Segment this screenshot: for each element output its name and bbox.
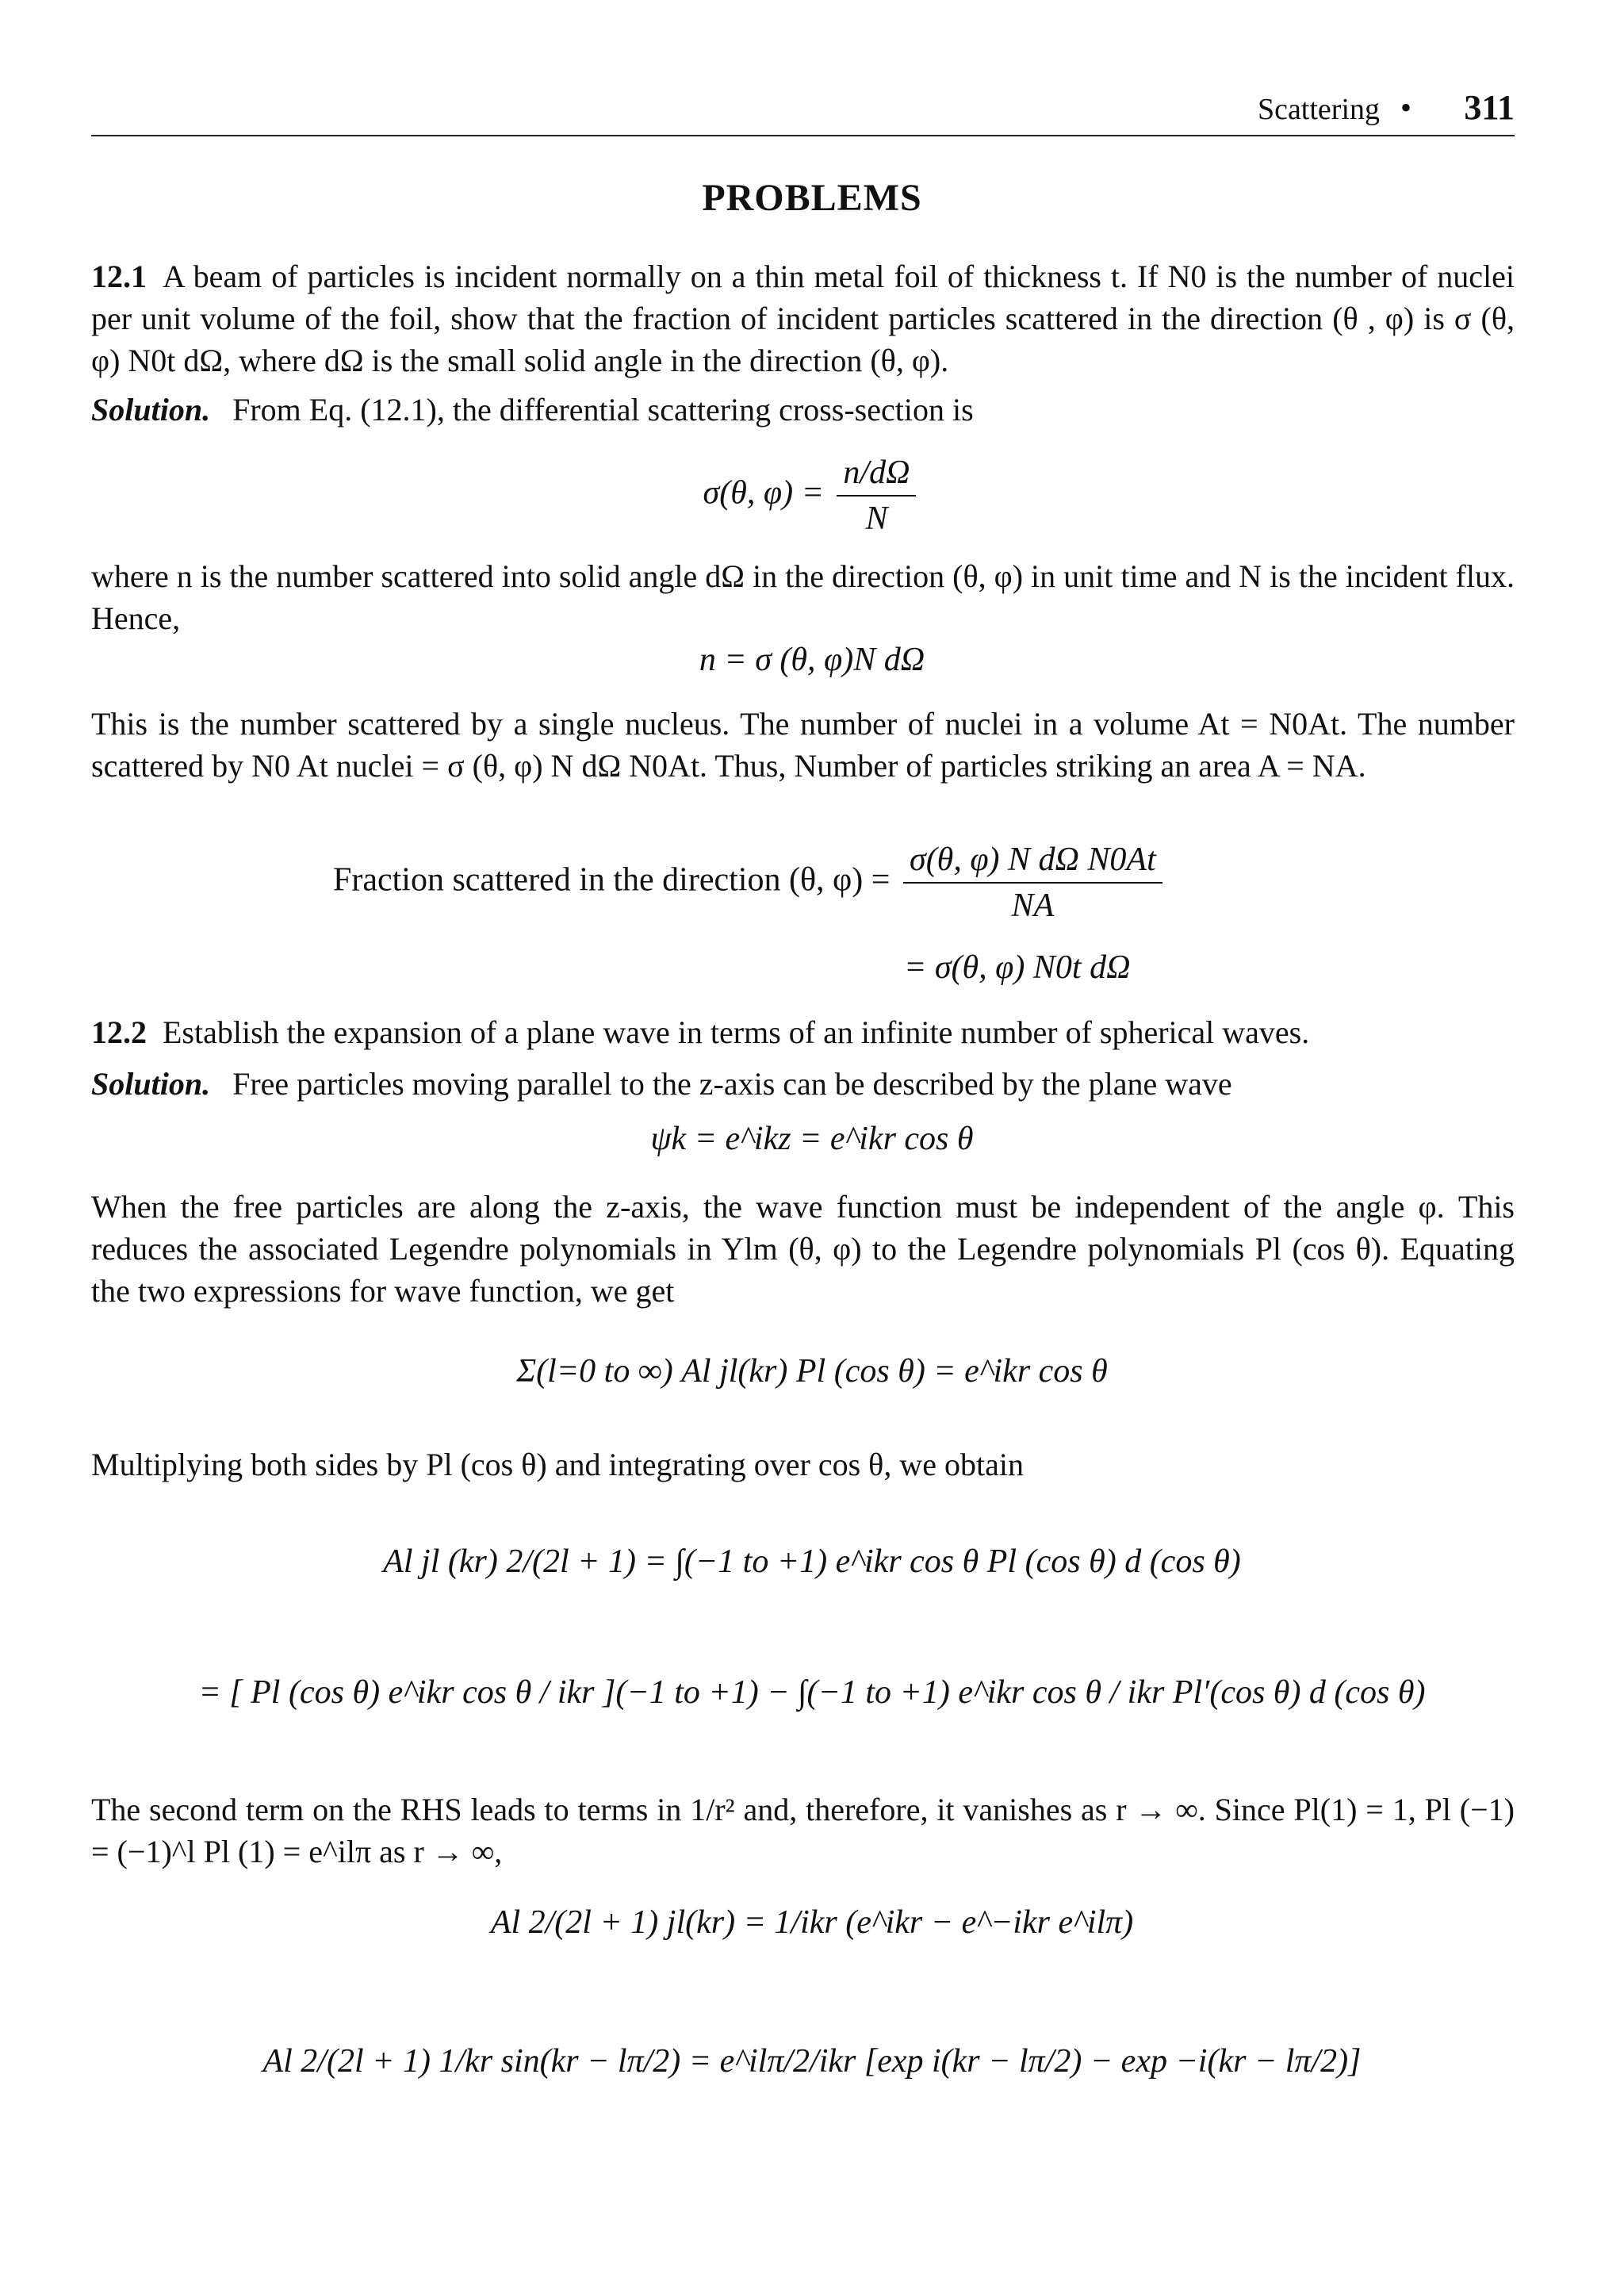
fraction	[837, 454, 916, 538]
problem-12-2	[91, 1011, 1515, 1053]
paragraph-second-term: The second term on the RHS leads to terms in 1/r² and, therefore, it vanishes as r → ∞. Since Pl(1) = 1, Pl (−1) = (−1)^l Pl (1) = e^ilπ as r → ∞,	[91, 1792, 1515, 1869]
paragraph-legendre: When the free particles are along the z-axis, the wave function must be independent of the angle φ. This reduces the associated Legendre polynomials in Ylm (θ, φ) to the Legendre polynomials Pl (cos θ). Equating the two expressions for wave function, we get	[91, 1189, 1515, 1309]
fraction-label: Fraction scattered in the direction (θ, φ) =	[333, 861, 891, 899]
paragraph-nuclei: This is the number scattered by a single nucleus. The number of nuclei in a volume At = N0At. The number scattered by N0 At nuclei = σ (θ, φ) N dΩ N0At. Thus, Number of particles striking an area A = NA.	[91, 706, 1515, 784]
equation-result: = σ(θ, φ) N0t dΩ	[904, 949, 1131, 986]
equation-integration-by-parts: = [ Pl (cos θ) e^ikr cos θ / ikr ](−1 to +1) − ∫(−1 to +1) e^ikr cos θ / ikr Pl′(cos θ) d (cos θ)	[198, 1674, 1426, 1711]
fraction-numerator: n/dΩ	[837, 454, 916, 496]
solution-text: From Eq. (12.1), the differential scattering cross-section is	[232, 392, 974, 427]
fraction-numerator: σ(θ, φ) N dΩ N0At	[903, 841, 1162, 884]
equation-lhs: σ(θ, φ) =	[703, 474, 824, 512]
equation-al-jl: Al 2/(2l + 1) jl(kr) = 1/ikr (e^ikr − e^−ikr e^ilπ)	[490, 1904, 1134, 1941]
equation-integral: Al jl (kr) 2/(2l + 1) = ∫(−1 to +1) e^ikr cos θ Pl (cos θ) d (cos θ)	[383, 1543, 1241, 1580]
equation-n: n = σ (θ, φ)N dΩ	[699, 642, 925, 678]
problem-label: 12.2	[91, 1014, 147, 1050]
section-title: PROBLEMS	[702, 177, 922, 219]
paragraph-where-n: where n is the number scattered into solid angle dΩ in the direction (θ, φ) in unit time and N is the incident flux. Hence,	[91, 558, 1515, 636]
solution-text: Free particles moving parallel to the z-axis can be described by the plane wave	[232, 1066, 1232, 1102]
equation-fraction	[333, 841, 1364, 925]
equation-expansion: Σ(l=0 to ∞) Al jl(kr) Pl (cos θ) = e^ikr cos θ	[516, 1353, 1108, 1390]
page-number: 311	[1464, 88, 1515, 127]
running-header	[91, 89, 1515, 136]
running-title: Scattering	[1257, 93, 1380, 126]
equation-plane-wave: ψk = e^ikz = e^ikr cos θ	[650, 1121, 974, 1157]
problem-text: Establish the expansion of a plane wave in terms of an infinite number of spherical waves.	[163, 1014, 1310, 1050]
equation-sin-expansion: Al 2/(2l + 1) 1/kr sin(kr − lπ/2) = e^ilπ/2/ikr [exp i(kr − lπ/2) − exp −i(kr − lπ/2)]	[262, 2043, 1362, 2080]
equation-cross-section	[0, 454, 1624, 538]
fraction-denominator: N	[865, 500, 888, 537]
solution-12-2	[91, 1063, 1515, 1105]
fraction-denominator: NA	[1011, 888, 1055, 924]
problem-text: A beam of particles is incident normally on a thin metal foil of thickness t. If N0 is the number of nuclei per unit volume of the foil, show that the fraction of incident particles scattered in the direction (θ , φ) is σ (θ, φ) N0t dΩ, where dΩ is the small solid angle in the direction (θ, φ).	[91, 259, 1515, 378]
header-separator: •	[1400, 90, 1411, 125]
problem-12-1	[91, 255, 1515, 381]
fraction	[903, 841, 1162, 925]
problem-label: 12.1	[91, 259, 147, 294]
solution-label: Solution.	[91, 1066, 211, 1102]
solution-12-1	[91, 389, 1515, 431]
solution-label: Solution.	[91, 392, 211, 427]
paragraph-multiply: Multiplying both sides by Pl (cos θ) and integrating over cos θ, we obtain	[91, 1447, 1024, 1482]
